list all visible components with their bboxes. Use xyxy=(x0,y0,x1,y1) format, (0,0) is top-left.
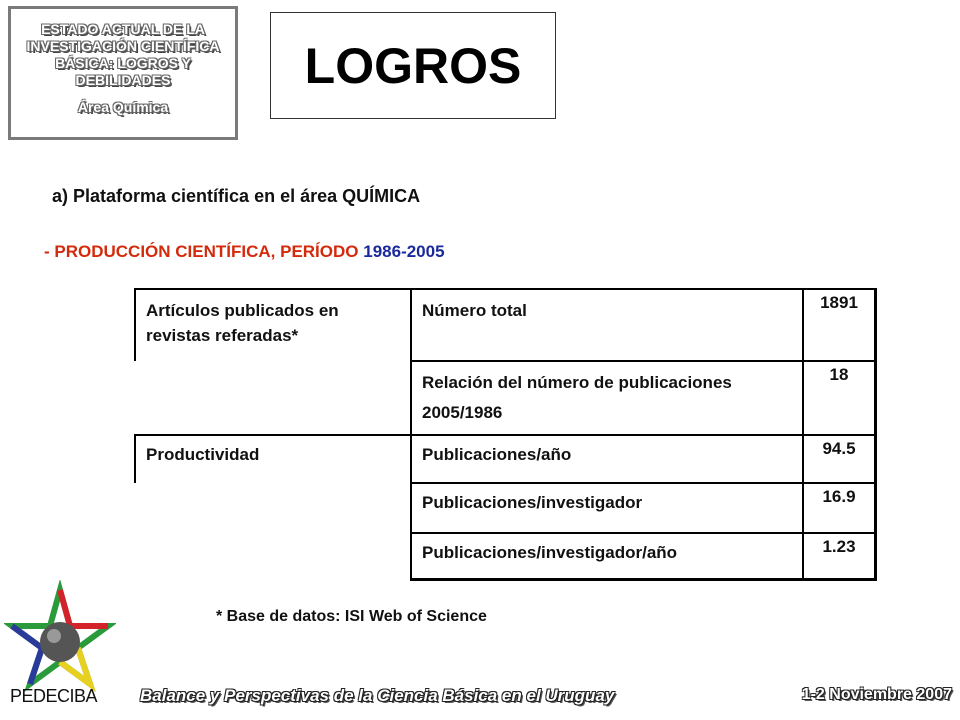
table-cell-category xyxy=(135,533,411,579)
production-table xyxy=(134,288,877,581)
table-row xyxy=(135,361,876,435)
table-cell-value: 1.23 xyxy=(803,533,876,579)
table-cell-metric: Número total xyxy=(411,289,803,361)
table-cell-value: 18 xyxy=(803,361,876,435)
table-cell-value: 16.9 xyxy=(803,483,876,533)
table-cell-metric: Relación del número de publicaciones 2005/1986 xyxy=(411,361,803,435)
badge-title: ESTADO ACTUAL DE LA INVESTIGACIÓN CIENTÍFICA BÁSICA: LOGROS Y DEBILIDADES xyxy=(26,21,220,88)
table-cell-value: 94.5 xyxy=(803,435,876,483)
table-cell-metric: Publicaciones/año xyxy=(411,435,803,483)
topic-badge xyxy=(8,6,238,140)
table-cell-category xyxy=(135,483,411,533)
footer-date: 1-2 Noviembre 2007 xyxy=(801,686,952,703)
table-cell-category: Artículos publicados en revistas referadas* xyxy=(135,289,411,361)
slide-title: LOGROS xyxy=(270,12,556,119)
table-row xyxy=(135,289,876,361)
footer-title: Balance y Perspectivas de la Ciencia Básica en el Uruguay xyxy=(140,686,615,705)
badge-subtitle: Área Química xyxy=(77,99,169,115)
table-cell-category xyxy=(135,361,411,435)
production-label: - PRODUCCIÓN CIENTÍFICA, PERÍODO xyxy=(44,242,359,261)
table-cell-category: Productividad xyxy=(135,435,411,483)
table-row xyxy=(135,435,876,483)
footnote: * Base de datos: ISI Web of Science xyxy=(216,608,487,625)
star-logo-icon xyxy=(12,590,108,684)
production-years: 1986-2005 xyxy=(363,242,445,261)
logo-text: PEDECIBA xyxy=(10,686,98,706)
production-heading xyxy=(44,242,445,262)
table-cell-metric: Publicaciones/investigador xyxy=(411,483,803,533)
table-cell-metric: Publicaciones/investigador/año xyxy=(411,533,803,579)
table-row xyxy=(135,533,876,579)
section-heading: a) Plataforma científica en el área QUÍMICA xyxy=(52,186,421,206)
table-row xyxy=(135,483,876,533)
table-cell-value: 1891 xyxy=(803,289,876,361)
